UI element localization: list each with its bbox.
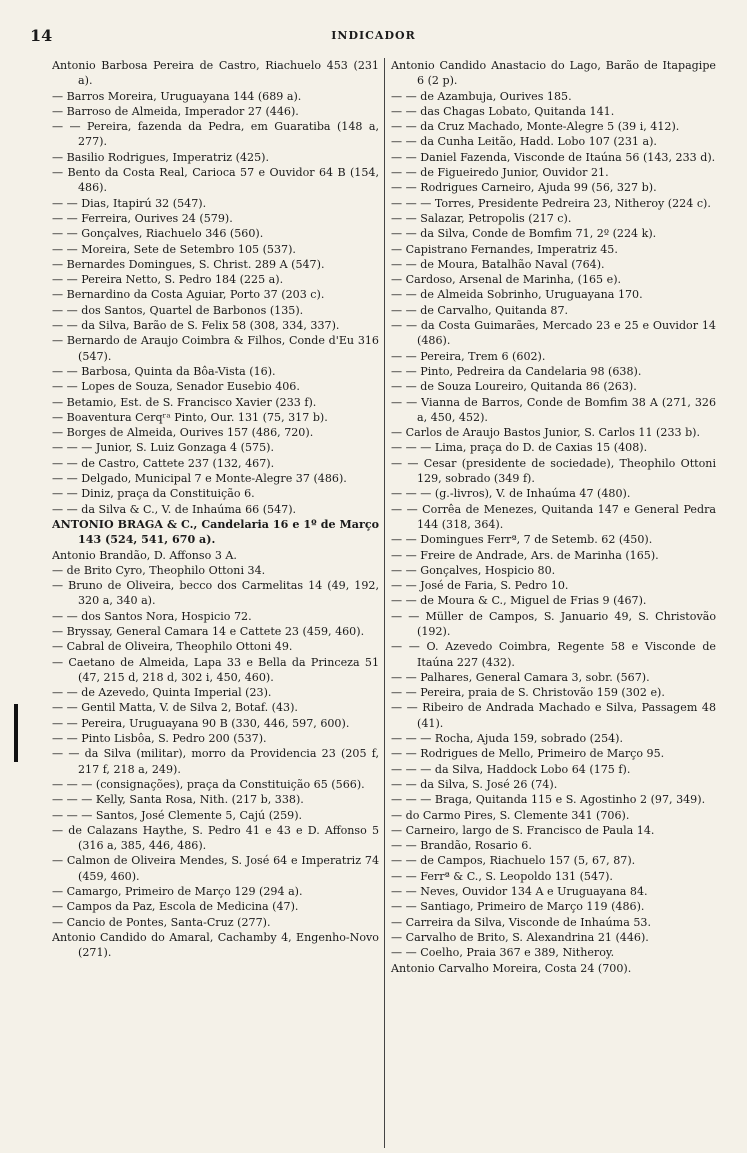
directory-entry: — — Gonçalves, Riachuelo 346 (560). <box>52 227 264 241</box>
directory-entry: — — Dias, Itapirú 32 (547). <box>52 196 207 210</box>
directory-entry: — — — (consignações), praça da Constituição 65 (566). <box>52 777 365 791</box>
directory-entry: — — Pereira, praia de S. Christovão 159 (302 e). <box>391 686 665 700</box>
directory-entry: — Camargo, Primeiro de Março 129 (294 a). <box>52 885 303 899</box>
directory-entry: — — da Silva, Barão de S. Felix 58 (308, 334, 337). <box>52 319 340 333</box>
directory-entry: Antonio Brandão, D. Affonso 3 A. <box>52 548 237 562</box>
directory-entry: — — Brandão, Rosario 6. <box>391 839 532 853</box>
directory-entry: ANTONIO BRAGA & C., Candelaria 16 e 1º de Março 143 (524, 541, 670 a). <box>52 517 379 547</box>
directory-entry: — — dos Santos, Quartel de Barbonos (135). <box>52 303 304 317</box>
directory-entry: — Campos da Paz, Escola de Medicina (47). <box>52 900 299 914</box>
directory-entry: — — Salazar, Petropolis (217 c). <box>391 211 572 225</box>
directory-entry: — de Brito Cyro, Theophilo Ottoni 34. <box>52 563 266 577</box>
running-head-title: INDICADOR <box>331 29 416 42</box>
directory-entry: — — da Costa Guimarães, Mercado 23 e 25 e Ouvidor 14 (486). <box>391 319 716 348</box>
directory-entry: — — Daniel Fazenda, Visconde de Itaúna 56 (143, 233 d). <box>391 150 716 164</box>
directory-entry: — — da Cruz Machado, Monte-Alegre 5 (39 i, 412). <box>391 120 680 134</box>
directory-entry: — — — da Silva, Haddock Lobo 64 (175 f). <box>391 762 631 776</box>
directory-entry: — — Neves, Ouvidor 134 A e Uruguayana 84. <box>391 885 648 899</box>
directory-entry: — — Gonçalves, Hospicio 80. <box>391 563 556 577</box>
directory-entry: — — Vianna de Barros, Conde de Bomfim 38 A (271, 326 a, 450, 452). <box>391 395 716 424</box>
directory-entry: — — da Silva (militar), morro da Providencia 23 (205 f, 217 f, 218 a, 249). <box>52 747 379 776</box>
directory-entry: — Capistrano Fernandes, Imperatriz 45. <box>391 242 618 256</box>
directory-entry: — — de Moura & C., Miguel de Frias 9 (467). <box>391 594 647 608</box>
page-header <box>30 26 717 48</box>
directory-entry: — — de Azambuja, Ourives 185. <box>391 89 572 103</box>
directory-entry: — Caetano de Almeida, Lapa 33 e Bella da Princeza 51 (47, 215 d, 218 d, 302 i, 450, 460). <box>52 655 379 684</box>
directory-columns <box>52 58 716 1148</box>
directory-entry: — — de Figueiredo Junior, Ouvidor 21. <box>391 166 609 180</box>
directory-entry: — — — Braga, Quitanda 115 e S. Agostinho 2 (97, 349). <box>391 793 706 807</box>
directory-entry: — — Delgado, Municipal 7 e Monte-Alegre 37 (486). <box>52 472 347 486</box>
directory-entry: — Carlos de Araujo Bastos Junior, S. Carlos 11 (233 b). <box>391 426 701 440</box>
directory-entry: — — Barbosa, Quinta da Bôa-Vista (16). <box>52 364 276 378</box>
directory-entry: — — Santiago, Primeiro de Março 119 (486). <box>391 900 645 914</box>
directory-entry: — — de Moura, Batalhão Naval (764). <box>391 257 605 271</box>
directory-entry: — — da Silva, S. José 26 (74). <box>391 777 558 791</box>
directory-entry: — — dos Santos Nora, Hospicio 72. <box>52 609 252 623</box>
directory-entry: — Bernardes Domingues, S. Christ. 289 A (547). <box>52 257 325 271</box>
directory-entry: — Basilio Rodrigues, Imperatriz (425). <box>52 150 269 164</box>
directory-entry: — — Müller de Campos, S. Januario 49, S. Christovão (192). <box>391 609 716 638</box>
directory-entry: — Carneiro, largo de S. Francisco de Paula 14. <box>391 823 655 837</box>
directory-entry: — — — Torres, Presidente Pedreira 23, Nitheroy (224 c). <box>391 196 711 210</box>
directory-entry: — — de Campos, Riachuelo 157 (5, 67, 87). <box>391 854 636 868</box>
directory-entry: — Bernardo de Araujo Coimbra & Filhos, Conde d'Eu 316 (547). <box>52 334 379 363</box>
directory-entry: — — Gentil Matta, V. de Silva 2, Botaf. (43). <box>52 701 298 715</box>
directory-entry: — — Domingues Ferrª, 7 de Setemb. 62 (450). <box>391 533 653 547</box>
directory-entry: — — de Almeida Sobrinho, Uruguayana 170. <box>391 288 643 302</box>
directory-entry: — — da Silva, Conde de Bomfim 71, 2º (224 k). <box>391 227 657 241</box>
directory-entry: — Cardoso, Arsenal de Marinha, (165 e). <box>391 273 622 287</box>
directory-entry: — Barroso de Almeida, Imperador 27 (446). <box>52 104 299 118</box>
directory-entry: — — — Santos, José Clemente 5, Cajú (259). <box>52 808 303 822</box>
directory-entry: — — — (g.-livros), V. de Inhaúma 47 (480). <box>391 487 631 501</box>
right-column <box>384 58 716 1148</box>
directory-entry: — Bruno de Oliveira, becco dos Carmelitas 14 (49, 192, 320 a, 340 a). <box>52 579 379 608</box>
directory-entry: Antonio Barbosa Pereira de Castro, Riachuelo 453 (231 a). <box>52 59 379 88</box>
directory-entry: — Borges de Almeida, Ourives 157 (486, 720). <box>52 426 314 440</box>
directory-entry: Antonio Candido do Amaral, Cachamby 4, Engenho-Novo (271). <box>52 930 379 960</box>
directory-entry: — Carreira da Silva, Visconde de Inhaúma 53. <box>391 915 651 929</box>
directory-entry: — — Ferreira, Ourives 24 (579). <box>52 211 233 225</box>
directory-entry: — — da Silva & C., V. de Inhaúma 66 (547). <box>52 502 297 516</box>
directory-entry: — — José de Faria, S. Pedro 10. <box>391 579 569 593</box>
directory-entry: — — de Souza Loureiro, Quitanda 86 (263). <box>391 380 637 394</box>
directory-entry: — Bryssay, General Camara 14 e Cattete 23 (459, 460). <box>52 624 365 638</box>
directory-entry: — — Ribeiro de Andrada Machado e Silva, Passagem 48 (41). <box>391 701 716 730</box>
directory-entry: — do Carmo Pires, S. Clemente 341 (706). <box>391 808 630 822</box>
directory-entry: — — O. Azevedo Coimbra, Regente 58 e Visconde de Itaúna 227 (432). <box>391 640 716 669</box>
directory-entry: — Bernardino da Costa Aguiar, Porto 37 (203 c). <box>52 288 325 302</box>
directory-entry: Antonio Candido Anastacio do Lago, Barão de Itapagipe 6 (2 p). <box>391 59 716 88</box>
directory-entry: — Carvalho de Brito, S. Alexandrina 21 (446). <box>391 930 649 944</box>
directory-entry: — — — Lima, praça do D. de Caxias 15 (408). <box>391 441 648 455</box>
directory-entry: — — Freire de Andrade, Ars. de Marinha (165). <box>391 548 659 562</box>
directory-entry: — Cabral de Oliveira, Theophilo Ottoni 49. <box>52 640 293 654</box>
directory-entry: — Betamio, Est. de S. Francisco Xavier (233 f). <box>52 395 317 409</box>
directory-entry: — — Pereira, Trem 6 (602). <box>391 349 546 363</box>
directory-entry: — — Palhares, General Camara 3, sobr. (567). <box>391 670 650 684</box>
directory-entry: — — Cesar (presidente de sociedade), Theophilo Ottoni 129, sobrado (349 f). <box>391 456 716 486</box>
directory-entry: — — de Carvalho, Quitanda 87. <box>391 303 569 317</box>
directory-entry: — Boaventura Cerqʳᵃ Pinto, Our. 131 (75, 317 b). <box>52 410 328 424</box>
directory-entry: — — de Castro, Cattete 237 (132, 467). <box>52 456 275 470</box>
directory-entry: — de Calazans Haythe, S. Pedro 41 e 43 e D. Affonso 5 (316 a, 385, 446, 486). <box>52 823 379 853</box>
directory-entry: — — — Kelly, Santa Rosa, Nith. (217 b, 338). <box>52 793 304 807</box>
directory-entry: — — Moreira, Sete de Setembro 105 (537). <box>52 242 296 256</box>
margin-mark <box>14 704 18 762</box>
directory-entry: — Bento da Costa Real, Carioca 57 e Ouvidor 64 B (154, 486). <box>52 166 379 195</box>
directory-entry: — — Pereira, fazenda da Pedra, em Guaratiba (148 a, 277). <box>52 120 379 149</box>
directory-entry: — Cancio de Pontes, Santa-Cruz (277). <box>52 915 271 929</box>
directory-entry: — — Diniz, praça da Constituição 6. <box>52 487 255 501</box>
directory-entry: — — Lopes de Souza, Senador Eusebio 406. <box>52 380 300 394</box>
directory-entry: — — Pinto Lisbôa, S. Pedro 200 (537). <box>52 732 267 746</box>
directory-entry: — — Pereira, Uruguayana 90 B (330, 446, 597, 600). <box>52 716 350 730</box>
directory-entry: — — — Junior, S. Luiz Gonzaga 4 (575). <box>52 441 274 455</box>
directory-entry: — — Corrêa de Menezes, Quitanda 147 e General Pedra 144 (318, 364). <box>391 502 716 531</box>
directory-entry: — — — Rocha, Ajuda 159, sobrado (254). <box>391 732 624 746</box>
directory-entry: — Calmon de Oliveira Mendes, S. José 64 e Imperatriz 74 (459, 460). <box>52 854 379 883</box>
directory-entry: — Barros Moreira, Uruguayana 144 (689 a). <box>52 89 302 103</box>
directory-entry: — — Pereira Netto, S. Pedro 184 (225 a). <box>52 273 284 287</box>
directory-entry: — — Ferrª & C., S. Leopoldo 131 (547). <box>391 869 613 883</box>
left-column <box>52 58 384 1148</box>
page-number: 14 <box>30 26 53 45</box>
directory-entry: — — Coelho, Praia 367 e 389, Nitheroy. <box>391 946 615 960</box>
directory-entry: Antonio Carvalho Moreira, Costa 24 (700). <box>391 961 632 975</box>
directory-entry: — — Rodrigues Carneiro, Ajuda 99 (56, 327 b). <box>391 181 657 195</box>
directory-entry: — — das Chagas Lobato, Quitanda 141. <box>391 104 615 118</box>
directory-entry: — — Rodrigues de Mello, Primeiro de Março 95. <box>391 747 665 761</box>
directory-entry: — — de Azevedo, Quinta Imperial (23). <box>52 686 272 700</box>
directory-entry: — — da Cunha Leitão, Hadd. Lobo 107 (231 a). <box>391 135 657 149</box>
directory-entry: — — Pinto, Pedreira da Candelaria 98 (638). <box>391 364 642 378</box>
